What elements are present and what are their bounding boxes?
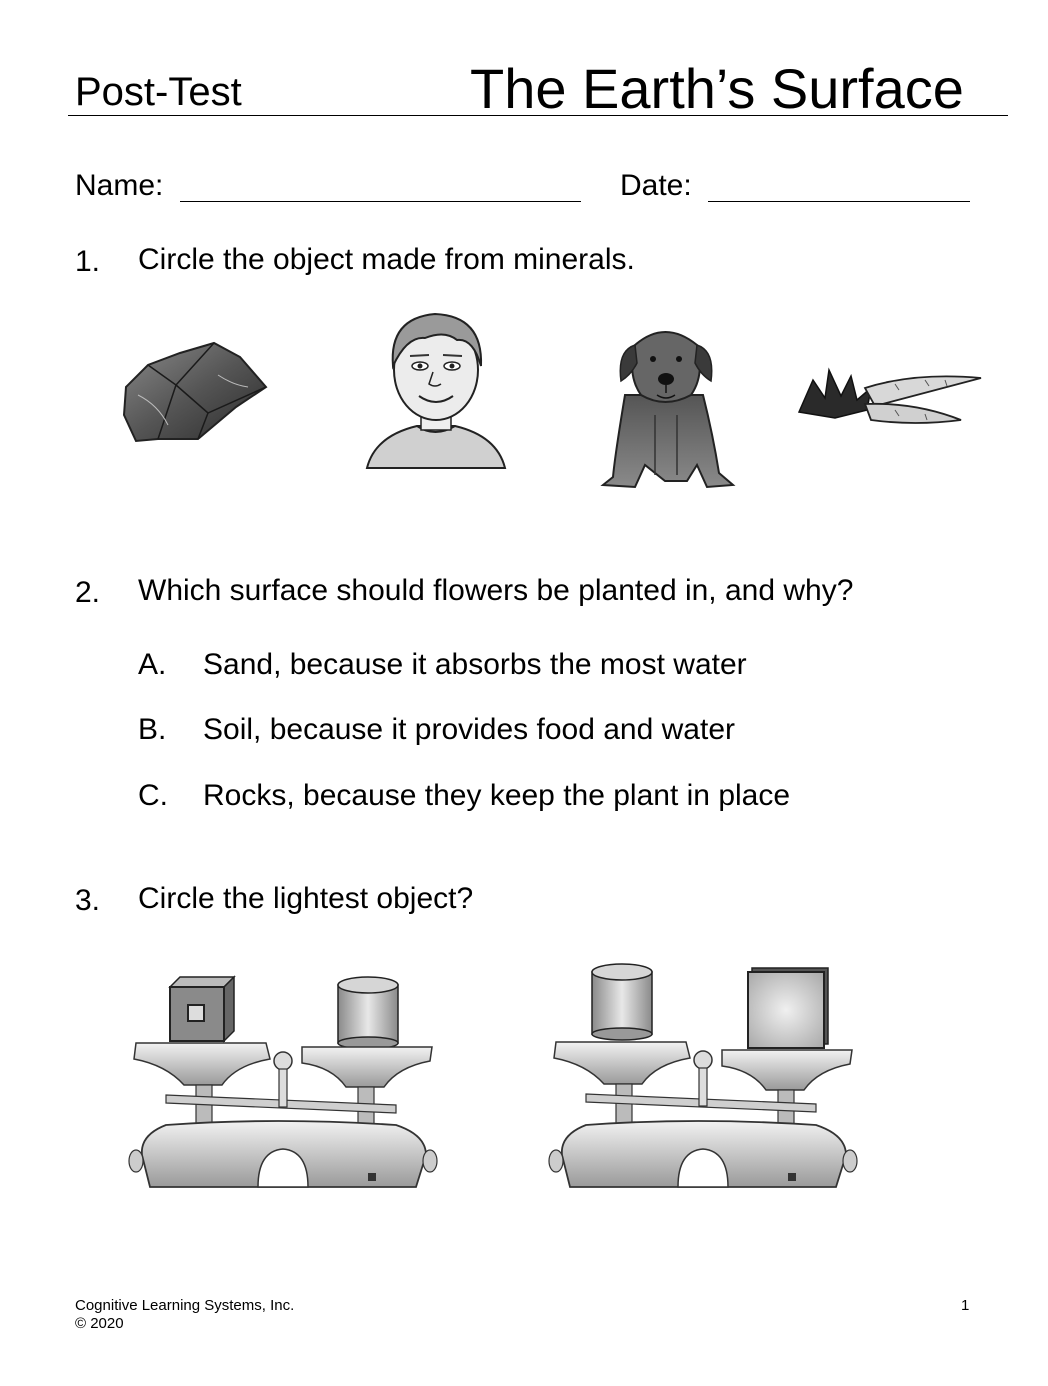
question-3-text: Circle the lightest object? xyxy=(138,882,474,915)
option-b-text[interactable]: Soil, because it provides food and water xyxy=(203,713,735,746)
option-c-text[interactable]: Rocks, because they keep the plant in place xyxy=(203,779,791,812)
name-field[interactable] xyxy=(180,201,581,202)
question-1-number: 1. xyxy=(75,245,101,278)
question-2-number: 2. xyxy=(75,576,101,609)
carrots-icon[interactable] xyxy=(795,362,985,430)
footer-company: Cognitive Learning Systems, Inc. xyxy=(75,1297,295,1314)
footer-copyright: © 2020 xyxy=(75,1315,124,1332)
option-a-letter: A. xyxy=(138,648,167,681)
balance-scale-cylinder-box-icon[interactable] xyxy=(546,962,858,1190)
date-label: Date: xyxy=(620,169,692,202)
large-box-object[interactable] xyxy=(748,968,828,1048)
option-b-letter: B. xyxy=(138,713,167,746)
dog-icon[interactable] xyxy=(595,305,737,495)
cylinder-object[interactable] xyxy=(592,964,652,1040)
boy-icon[interactable] xyxy=(365,308,507,470)
page-number: 1 xyxy=(961,1297,970,1314)
date-field[interactable] xyxy=(708,201,970,202)
name-label: Name: xyxy=(75,169,164,202)
question-2-text: Which surface should flowers be planted in, and why? xyxy=(138,574,854,607)
question-3-number: 3. xyxy=(75,884,101,917)
cylinder-object[interactable] xyxy=(338,977,398,1049)
small-cube-object[interactable] xyxy=(170,977,234,1041)
header-divider xyxy=(68,115,1008,116)
balance-scale-cube-cylinder-icon[interactable] xyxy=(126,965,438,1190)
rock-icon[interactable] xyxy=(118,335,270,447)
post-test-label: Post-Test xyxy=(75,70,242,114)
option-a-text[interactable]: Sand, because it absorbs the most water xyxy=(203,648,747,681)
page-title: The Earth’s Surface xyxy=(470,57,964,120)
option-c-letter: C. xyxy=(138,779,168,812)
question-1-text: Circle the object made from minerals. xyxy=(138,243,635,276)
